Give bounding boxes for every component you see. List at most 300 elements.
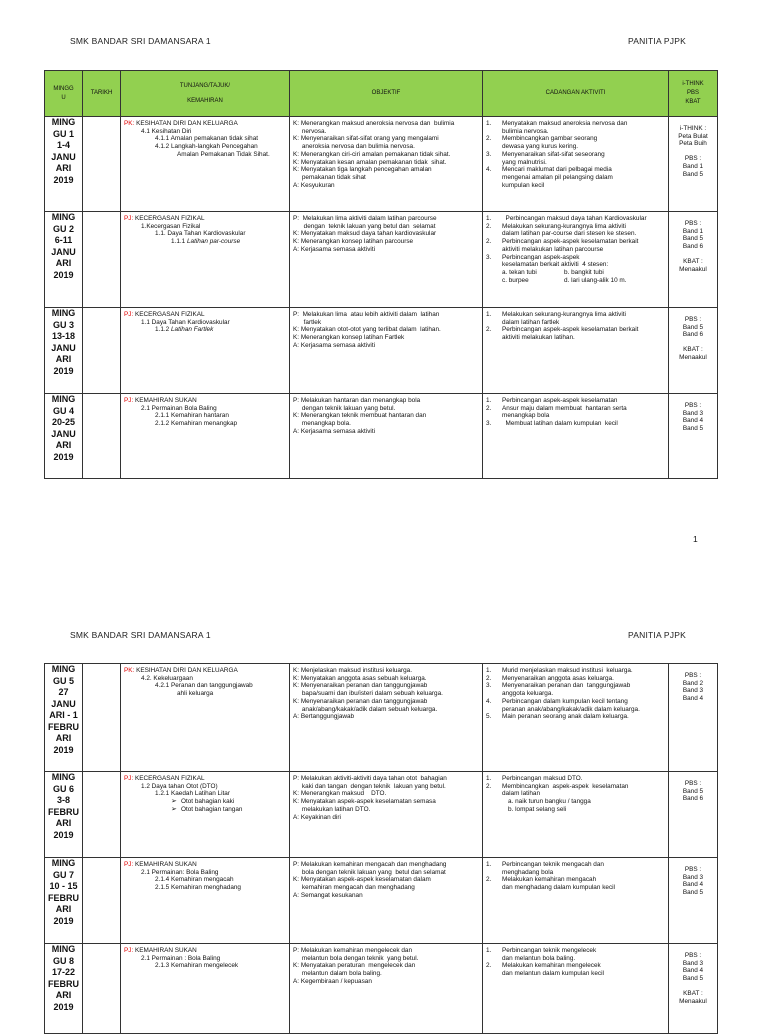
activity-sub-item: c. burpee — [502, 276, 529, 284]
cadangan-content — [483, 664, 668, 723]
activity-sub-item: d. lari ulang-alik 10 m. — [564, 276, 627, 284]
week-label: GU 7 — [52, 869, 74, 880]
ithink-line: Peta Bulat — [678, 132, 708, 140]
ithink-line: Band 4 — [682, 881, 704, 889]
activity-sub-line — [486, 277, 665, 285]
ithink-content — [669, 944, 717, 1007]
cadangan-cell — [483, 858, 669, 944]
week-label: FEBRU — [48, 978, 79, 989]
objektif-content — [290, 772, 482, 823]
tunjang-line — [124, 405, 286, 413]
objektif-line: A: Kesyukuran — [293, 181, 335, 189]
activity-item — [486, 135, 665, 150]
objektif-line: bapa/suami dan ibu/isteri dalam sebuah keluarga. — [293, 690, 443, 698]
objektif-line: K: Menyatakan maksud daya tahan kardiovaskular — [293, 230, 437, 238]
activity-text: kumpulan kecil — [502, 181, 545, 189]
activity-text: Main peranan seorang anak dalam keluarga. — [502, 713, 629, 721]
tunjang-line — [124, 223, 286, 231]
ithink-line: Band 3 — [682, 959, 704, 967]
ithink-line: Band 5 — [682, 425, 704, 433]
activity-sub-line: a. naik turun bangku / tangga — [508, 798, 591, 806]
activity-number: 5. — [486, 713, 492, 721]
week-label: GU 1 — [52, 128, 74, 139]
cadangan-cell — [483, 944, 669, 1034]
activity-text: Murid menjelaskan maksud institusi keluarga. — [502, 667, 633, 674]
activity-number: 1. — [486, 120, 492, 127]
schedule-table-page-1 — [44, 70, 718, 479]
objektif-line: A: Kerjasama semasa aktiviti — [293, 341, 376, 349]
activity-number: 1. — [486, 311, 492, 318]
ithink-line: Band 4 — [682, 967, 704, 975]
week-label: GU 3 — [52, 319, 74, 330]
ithink-line: Menaakul — [679, 997, 707, 1005]
ithink-line: Band 5 — [682, 787, 704, 795]
week-label: 2019 — [53, 269, 74, 280]
activity-text: Melakukan kemahiran mengelecek — [502, 962, 601, 970]
objektif-cell — [290, 117, 483, 212]
tunjang-line — [124, 869, 286, 877]
tunjang-line — [124, 319, 286, 327]
week-label: GU 4 — [52, 405, 74, 416]
schedule-table-page-2 — [44, 663, 718, 1034]
tunjang-content — [121, 394, 289, 430]
date-cell — [83, 308, 121, 394]
tunjang-line — [124, 690, 286, 698]
col-cadangan — [483, 71, 669, 117]
page-number: 1 — [693, 534, 698, 544]
week-row — [45, 772, 718, 858]
panel-name-2: PANITIA PJPK — [628, 630, 686, 640]
activity-item — [486, 215, 665, 223]
school-name-2: SMK BANDAR SRI DAMANSARA 1 — [70, 630, 211, 640]
week-label: MING — [51, 858, 76, 868]
week-label: 3-8 — [56, 795, 70, 805]
week-label: 10 - 15 — [49, 881, 78, 891]
tunjang-line — [124, 151, 286, 159]
col-minggu-line-1: MINGG — [53, 85, 74, 92]
activity-text: Perbincangan teknik mengelecek — [502, 947, 597, 954]
week-label: ARI — [55, 733, 72, 743]
tunjang-line — [124, 783, 286, 791]
tunjang-text: 2.1 Permainan : Bola Baling — [141, 954, 221, 962]
week-label: ARI — [55, 990, 72, 1000]
activity-text: dan melantun dalam kumpulan kecil — [502, 970, 604, 978]
col-minggu — [45, 71, 83, 117]
activity-list — [486, 215, 665, 284]
week-label: 2019 — [53, 829, 74, 840]
tunjang-text: KECERGASAN FIZIKAL — [133, 215, 205, 222]
tunjang-content — [121, 664, 289, 700]
week-label: JANU — [51, 246, 76, 257]
activity-text: menghadang bola — [502, 868, 554, 876]
tunjang-text: Otot bahagian kaki — [181, 798, 235, 806]
tunjang-prefix: PJ: — [124, 397, 134, 404]
tunjang-line — [124, 120, 286, 128]
tunjang-line — [124, 135, 286, 143]
tunjang-line — [124, 682, 286, 690]
cadangan-cell — [483, 308, 669, 394]
tunjang-text: 2.1.5 Kemahiran menghadang — [155, 884, 241, 892]
activity-text: Perbincangan maksud DTO. — [502, 775, 583, 782]
week-label: MING — [51, 212, 76, 222]
week-label: JANU — [51, 428, 76, 439]
activity-text: Perbincangan aspek-aspek keselamatan — [502, 397, 618, 404]
activity-text: dalam latihan fartlek — [502, 318, 560, 326]
objektif-line: bola dengan teknik lakuan yang betul dan selamat — [293, 868, 446, 876]
col-cadangan-label: CADANGAN AKTIVITI — [545, 90, 606, 96]
ithink-cell — [669, 394, 718, 479]
week-label: JANU — [51, 151, 76, 162]
objektif-line: P: Melakukan lima atau lebih aktiviti dalam latihan — [293, 311, 440, 318]
ithink-gap — [672, 983, 714, 990]
ithink-cell — [669, 858, 718, 944]
tunjang-text: 4.1.2 Langkah-langkah Pencegahan — [155, 143, 258, 151]
activity-text: dan melantun bola baling. — [502, 954, 576, 962]
activity-number: 2. — [486, 135, 492, 143]
activity-sub-item: b. bangkit tubi — [564, 268, 604, 276]
objektif-line: K: Menyatakan anggota asas sebuah keluarga. — [293, 674, 427, 682]
col-tunjang-line-1: TUNJANG/TAJUK/ — [179, 82, 231, 89]
tunjang-italic: Latihan par-course — [187, 238, 241, 246]
tunjang-prefix: PK: — [124, 667, 135, 674]
activity-text: keselamatan berkait aktiviti 4 stesen: — [502, 261, 609, 269]
activity-text: mengenai amalan pil pelangsing dalam — [502, 173, 613, 181]
date-cell — [83, 772, 121, 858]
col-objektif — [290, 71, 483, 117]
objektif-line: melakukan latihan DTO. — [293, 805, 371, 813]
cadangan-content — [483, 944, 668, 980]
week-label: GU 6 — [52, 783, 74, 794]
activity-text: Menyenaraikan anggota asas keluarga. — [502, 674, 614, 682]
ithink-line: Menaakul — [679, 265, 707, 273]
school-name: SMK BANDAR SRI DAMANSARA 1 — [70, 36, 211, 46]
objektif-content — [290, 117, 482, 191]
ithink-line: PBS : — [684, 672, 702, 679]
activity-list — [486, 120, 665, 189]
activity-sub-line: b. lompat selang seli — [508, 805, 567, 813]
activity-item — [486, 420, 665, 428]
ithink-cell — [669, 117, 718, 212]
activity-item — [486, 254, 665, 269]
ithink-content — [669, 664, 717, 705]
tunjang-text: 1.Kecergasan Fizikal — [141, 222, 201, 230]
week-label: 2019 — [53, 451, 74, 462]
date-cell — [83, 394, 121, 479]
activity-number: 1. — [486, 947, 492, 954]
objektif-line: kaki dan tangan dengan teknik lakuan yang betul. — [293, 782, 446, 790]
tunjang-line — [124, 775, 286, 783]
activity-number: 3. — [486, 150, 492, 158]
tunjang-line — [124, 806, 286, 814]
tunjang-prefix: PJ: — [124, 861, 134, 868]
week-cell — [45, 664, 83, 772]
tunjang-cell — [121, 944, 290, 1034]
activity-item — [486, 876, 665, 891]
ithink-line: KBAT : — [683, 257, 703, 265]
tunjang-italic: Latihan Fartlek — [171, 326, 214, 334]
tunjang-text: 1.1.2 — [155, 326, 171, 334]
tunjang-line — [124, 955, 286, 963]
date-cell — [83, 944, 121, 1034]
tunjang-prefix: PK: — [124, 120, 135, 127]
activity-text: Menyenaraikan sifat-sifat seseorang — [502, 150, 605, 158]
tunjang-prefix: PJ: — [124, 775, 134, 782]
col-ithink — [669, 71, 718, 117]
activity-text: Perbincangan dalam kumpulan kecil tentang — [502, 697, 628, 705]
tunjang-text: 4.2. Kekeluargaan — [141, 674, 193, 682]
week-label: 17-22 — [51, 967, 76, 977]
tunjang-line — [124, 215, 286, 223]
activity-item — [486, 947, 665, 962]
week-label: GU 2 — [52, 223, 74, 234]
col-tunjang — [121, 71, 290, 117]
tunjang-text: KECERGASAN FIZIKAL — [133, 311, 205, 318]
activity-list — [486, 947, 665, 978]
activity-number: 2. — [486, 876, 492, 884]
week-label: ARI — [55, 258, 72, 268]
activity-item — [486, 405, 665, 420]
activity-list — [486, 311, 665, 342]
activity-sub-item: a. tekan tubi — [502, 268, 537, 276]
ithink-content — [669, 212, 717, 275]
ithink-line: PBS : — [684, 316, 702, 323]
activity-item — [486, 120, 665, 135]
tunjang-content — [121, 858, 289, 894]
tunjang-cell — [121, 212, 290, 308]
objektif-line: K: Menyatakan kesan amalan pemakanan tidak sihat. — [293, 158, 447, 166]
ithink-cell — [669, 212, 718, 308]
objektif-line: dengan teknik lakuan yang betul. — [293, 404, 396, 412]
activity-item — [486, 675, 665, 683]
week-label: FEBRU — [48, 892, 79, 903]
objektif-line: A: Semangat kesukanan — [293, 891, 363, 899]
tunjang-text: 1.1 Daya Tahan Kardiovaskular — [141, 318, 230, 326]
week-cell — [45, 858, 83, 944]
col-ithink-line-2: PBS — [686, 90, 699, 96]
activity-item — [486, 326, 665, 341]
ithink-line: Band 5 — [682, 170, 704, 178]
cadangan-cell — [483, 772, 669, 858]
week-label: MING — [51, 117, 76, 127]
week-label: ARI — [55, 163, 72, 173]
tunjang-content — [121, 212, 289, 248]
activity-text: dan menghadang dalam kumpulan kecil — [502, 884, 615, 892]
tunjang-content — [121, 944, 289, 972]
objektif-line: A: Kerjasama semasa aktiviti — [293, 427, 376, 435]
activity-item — [486, 698, 665, 713]
objektif-cell — [290, 858, 483, 944]
week-label: JANU — [51, 342, 76, 353]
ithink-line: Band 5 — [682, 235, 704, 243]
ithink-gap — [672, 251, 714, 258]
activity-sub-line — [486, 269, 665, 277]
tunjang-text: 1.1. Daya Tahan Kardiovaskular — [155, 230, 246, 238]
objektif-content — [290, 394, 482, 438]
activity-text: menangkap bola — [502, 412, 550, 420]
col-ithink-line-1: i-THINK — [682, 81, 704, 87]
col-tunjang-line-2: KEMAHIRAN — [187, 97, 223, 104]
ithink-cell — [669, 944, 718, 1034]
col-tarikh-label: TARIKH — [90, 90, 113, 96]
activity-number: 1. — [486, 215, 492, 222]
cadangan-content — [483, 394, 668, 430]
objektif-line: pemakanan tidak sihat — [293, 173, 366, 181]
activity-text: Ansur maju dalam membuat hantaran serta — [502, 404, 627, 412]
tunjang-line — [124, 667, 286, 675]
col-tarikh — [83, 71, 121, 117]
objektif-content — [290, 308, 482, 352]
week-label: 2019 — [53, 365, 74, 376]
activity-text: bulimia nervosa. — [502, 127, 549, 135]
objektif-line: K: Menjelaskan maksud institusi keluarga. — [293, 667, 412, 674]
activity-item — [486, 783, 665, 798]
activity-number: 2. — [486, 962, 492, 970]
page-header-2 — [0, 630, 768, 644]
activity-text: Mencari maklumat dari pelbagai media — [502, 166, 612, 174]
activity-text: aktiviti melakukan latihan parcourse — [502, 245, 604, 253]
week-row — [45, 664, 718, 772]
objektif-line: K: Menyatakan otot-otot yang terlibat dalam latihan. — [293, 326, 441, 334]
activity-text: yang malnutrisi. — [502, 158, 547, 166]
activity-text: Menyenaraikan peranan dan tanggungjawab — [502, 682, 631, 690]
activity-text: Membuat latihan dalam kumpulan kecil — [502, 420, 618, 428]
tunjang-line — [124, 230, 286, 238]
week-label: 2019 — [53, 915, 74, 926]
cadangan-cell — [483, 212, 669, 308]
objektif-line: A: Keyakinan diri — [293, 813, 341, 821]
activity-text: Menyatakan maksud aneroksia nervosa dan — [502, 120, 628, 127]
week-label: 2019 — [53, 744, 74, 755]
activity-text: Perbincangan aspek-aspek keselamatan berkait — [502, 238, 639, 246]
tunjang-line — [124, 884, 286, 892]
week-label: GU 5 — [52, 675, 74, 686]
activity-text: peranan anak/abang/kakak/adik dalam keluarga. — [502, 705, 640, 713]
tunjang-line — [124, 143, 286, 151]
tunjang-line — [124, 798, 286, 806]
ithink-line: Band 6 — [682, 331, 704, 339]
ithink-line: Menaakul — [679, 353, 707, 361]
activity-number: 2. — [486, 782, 492, 790]
objektif-line: P: Melakukan kemahiran mengacah dan menghadang — [293, 861, 447, 868]
activity-number: 1. — [486, 775, 492, 782]
week-label: 2019 — [53, 174, 74, 185]
objektif-line: A: Kerjasama semasa aktiviti — [293, 245, 376, 253]
tunjang-line — [124, 675, 286, 683]
week-label: 27 — [58, 687, 69, 697]
date-cell — [83, 117, 121, 212]
objektif-line: K: Menyatakan peraturan mengelecek dan — [293, 962, 416, 970]
activity-item — [486, 151, 665, 166]
tunjang-text: 2.1.2 Kemahiran menangkap — [155, 420, 238, 428]
objektif-cell — [290, 212, 483, 308]
activity-number: 1. — [486, 667, 492, 674]
tunjang-line — [124, 790, 286, 798]
tunjang-text: 2.1.1 Kemahiran hantaran — [155, 412, 229, 420]
activity-item — [486, 713, 665, 721]
activity-item — [486, 166, 665, 189]
col-minggu-line-2: U — [61, 94, 66, 101]
ithink-content — [669, 394, 717, 435]
objektif-line: melantun dalam bola baling. — [293, 970, 382, 978]
objektif-line: K: Menyatakan aspek-aspek keselamatan semasa — [293, 798, 436, 806]
ithink-line: PBS : — [684, 952, 702, 959]
objektif-line: kemahiran mengacah dan menghadang — [293, 884, 415, 892]
week-label: 6-11 — [54, 235, 73, 245]
objektif-line: anak/abang/kakak/adik dalam sebuah keluarga. — [293, 705, 438, 713]
tunjang-line — [124, 861, 286, 869]
tunjang-line — [124, 962, 286, 970]
objektif-content — [290, 664, 482, 723]
objektif-cell — [290, 664, 483, 772]
activity-text: Perbincangan teknik mengacah dan — [502, 861, 604, 868]
activity-item — [486, 223, 665, 238]
activity-number: 2. — [486, 674, 492, 682]
week-label: MING — [51, 308, 76, 318]
activity-text: Perbincangan maksud daya tahan Kardiovaskular — [502, 215, 647, 222]
ithink-line: PBS : — [684, 402, 702, 409]
tunjang-line — [124, 876, 286, 884]
objektif-line: K: Menerangkan konsep latihan parcourse — [293, 238, 414, 246]
activity-text: aktiviti melakukan latihan. — [502, 334, 575, 342]
objektif-line: K: Menyenaraikan peranan dan tanggungjawab — [293, 682, 428, 690]
activity-text: Perbincangan aspek-aspek — [502, 253, 580, 261]
activity-item — [486, 397, 665, 405]
objektif-cell — [290, 772, 483, 858]
activity-text: Perbincangan aspek-aspek keselamatan berkait — [502, 326, 639, 334]
arrow-bullet-icon: ➢ — [171, 805, 177, 813]
activity-number: 4. — [486, 697, 492, 705]
tunjang-text: 4.2.1 Peranan dan tanggungjawab — [155, 682, 253, 690]
ithink-cell — [669, 308, 718, 394]
cadangan-content — [483, 858, 668, 894]
week-row — [45, 944, 718, 1034]
week-row — [45, 117, 718, 212]
tunjang-line — [124, 128, 286, 136]
tunjang-prefix: PJ: — [124, 215, 134, 222]
ithink-line: Band 4 — [682, 417, 704, 425]
objektif-cell — [290, 944, 483, 1034]
ithink-line: Band 5 — [682, 889, 704, 897]
activity-text: Melakukan sekurang-kurangnya lima aktiviti — [502, 222, 626, 230]
activity-item — [486, 775, 665, 783]
cadangan-cell — [483, 394, 669, 479]
activity-text: Membincangkan aspek-aspek keselamatan — [502, 782, 629, 790]
tunjang-cell — [121, 117, 290, 212]
ithink-line: Band 3 — [682, 687, 704, 695]
ithink-line: KBAT : — [683, 989, 703, 997]
tunjang-text: ahli keluarga — [177, 690, 214, 698]
week-row — [45, 308, 718, 394]
activity-list — [486, 397, 665, 428]
tunjang-text: KESIHATAN DIRI DAN KELUARGA — [134, 120, 238, 127]
week-label: MING — [51, 664, 76, 674]
cadangan-content — [483, 772, 668, 816]
tunjang-text: 2.1.4 Kemahiran mengacah — [155, 876, 234, 884]
objektif-line: K: Menyatakan tiga langkah pencegahan amalan — [293, 166, 432, 174]
date-cell — [83, 212, 121, 308]
tunjang-line — [124, 326, 286, 334]
ithink-line: Band 6 — [682, 795, 704, 803]
tunjang-text: KEMAHIRAN SUKAN — [133, 397, 197, 404]
activity-item — [486, 861, 665, 876]
cadangan-content — [483, 117, 668, 191]
ithink-line: Band 6 — [682, 243, 704, 251]
week-label: GU 8 — [52, 955, 74, 966]
week-label: FEBRU — [48, 806, 79, 817]
activity-text: dalam latihan — [502, 790, 541, 798]
tunjang-prefix: PJ: — [124, 947, 134, 954]
ithink-cell — [669, 772, 718, 858]
